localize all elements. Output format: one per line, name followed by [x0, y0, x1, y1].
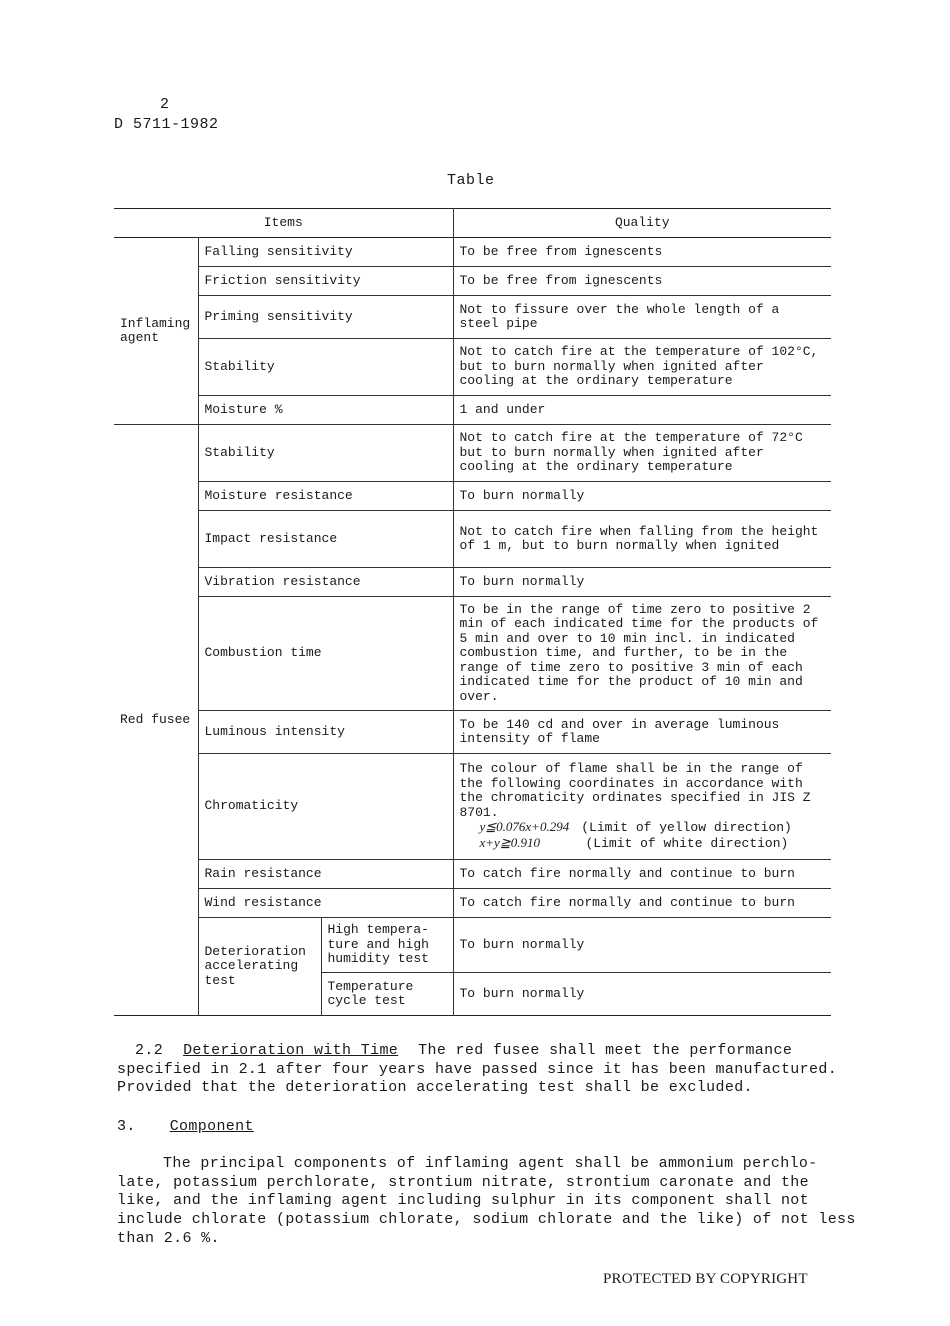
section-3-heading — [117, 1118, 857, 1137]
item-cell: Rain resistance — [198, 860, 453, 889]
table-row — [114, 918, 831, 973]
formula-yellow-limit — [460, 820, 826, 836]
quality-cell: To be in the range of time zero to positive 2 min of each indicated time for the products of 5 min and over to 10 min incl. in indicated combustion time, and further, to be in the range of time zero to positive 3 min of each indicated time for the product of 10 min and over. — [453, 597, 831, 711]
item-cell: Priming sensitivity — [198, 296, 453, 339]
quality-cell: To burn normally — [453, 973, 831, 1016]
group-inflaming-agent: Inflaming agent — [114, 238, 198, 425]
table-row — [114, 267, 831, 296]
group-red-fusee: Red fusee — [114, 425, 198, 1016]
quality-cell: Not to fissure over the whole length of a steel pipe — [453, 296, 831, 339]
item-cell: Chromaticity — [198, 754, 453, 860]
header-quality: Quality — [453, 209, 831, 238]
item-cell: Moisture % — [198, 396, 453, 425]
quality-cell: To be free from ignescents — [453, 267, 831, 296]
copyright-notice: PROTECTED BY COPYRIGHT — [603, 1271, 808, 1287]
formula-white: x+y≧0.910 — [479, 834, 540, 850]
table-row — [114, 238, 831, 267]
quality-cell: To burn normally — [453, 482, 831, 511]
formula-white-limit — [460, 836, 826, 852]
table-row — [114, 511, 831, 568]
table-row — [114, 396, 831, 425]
section-3-paragraph — [117, 1155, 857, 1249]
quality-cell: 1 and under — [453, 396, 831, 425]
page-number: 2 — [160, 96, 170, 113]
table-row — [114, 425, 831, 482]
sub-item-cell: High tempera- ture and high humidity test — [321, 918, 453, 973]
table-row — [114, 597, 831, 711]
quality-cell: To be free from ignescents — [453, 238, 831, 267]
header-items: Items — [114, 209, 453, 238]
table-row — [114, 889, 831, 918]
document-id: D 5711-1982 — [114, 116, 219, 133]
quality-cell: Not to catch fire at the temperature of 72°C but to burn normally when ignited after cooling at the ordinary temperature — [453, 425, 831, 482]
table-row — [114, 860, 831, 889]
section-3-title: Component — [169, 1118, 254, 1135]
item-cell: Wind resistance — [198, 889, 453, 918]
quality-table — [114, 208, 831, 1016]
quality-cell: To catch fire normally and continue to burn — [453, 889, 831, 918]
quality-cell: Not to catch fire when falling from the height of 1 m, but to burn normally when ignited — [453, 511, 831, 568]
table-header-row — [114, 209, 831, 238]
item-cell-deterioration: Deterioration accelerating test — [198, 918, 321, 1016]
item-cell: Friction sensitivity — [198, 267, 453, 296]
formula-white-note: (Limit of white direction) — [585, 835, 789, 851]
quality-cell-chromaticity — [453, 754, 831, 860]
section-2-2-number: 2.2 — [135, 1042, 164, 1059]
table-row — [114, 339, 831, 396]
item-cell: Moisture resistance — [198, 482, 453, 511]
item-cell: Stability — [198, 425, 453, 482]
section-2-2-paragraph — [117, 1042, 857, 1098]
formula-yellow-note: (Limit of yellow direction) — [581, 820, 792, 835]
table-row — [114, 296, 831, 339]
table-row — [114, 754, 831, 860]
table-row — [114, 482, 831, 511]
item-cell: Stability — [198, 339, 453, 396]
quality-cell: Not to catch fire at the temperature of 102°C, but to burn normally when ignited after cooling at the ordinary temperature — [453, 339, 831, 396]
item-cell: Luminous intensity — [198, 711, 453, 754]
quality-table-container — [114, 208, 831, 1016]
quality-cell: To catch fire normally and continue to burn — [453, 860, 831, 889]
table-row — [114, 711, 831, 754]
section-3-number: 3. — [117, 1118, 136, 1135]
item-cell: Combustion time — [198, 597, 453, 711]
quality-cell: To burn normally — [453, 568, 831, 597]
item-cell: Vibration resistance — [198, 568, 453, 597]
section-2-2-title: Deterioration with Time — [183, 1042, 399, 1059]
item-cell: Impact resistance — [198, 511, 453, 568]
section-2-2-text: The red fusee shall meet the performance specified in 2.1 after four years have passed since it has been manufactured. Provided that the deterioration accelerating test shall be excluded. — [117, 1042, 838, 1097]
table-caption: Table — [447, 172, 495, 189]
sub-item-cell: Temperature cycle test — [321, 973, 453, 1016]
section-3-text: The principal components of inflaming agent shall be ammonium perchlo- late, potassium perchlorate, strontium nitrate, strontium caronate and the like, and the inflaming agent including sulphur in its component shall not include chlorate (potassium chlorate, sodium chlorate and the like) of not less than 2.6 %. — [117, 1155, 856, 1247]
chromaticity-text: The colour of flame shall be in the range of the following coordinates in accordance with the chromaticity ordinates specified in JIS Z 8701. — [459, 761, 811, 820]
quality-cell: To be 140 cd and over in average luminous intensity of flame — [453, 711, 831, 754]
formula-yellow: y≦0.076x+0.294 — [479, 819, 570, 834]
quality-cell: To burn normally — [453, 918, 831, 973]
table-row — [114, 568, 831, 597]
item-cell: Falling sensitivity — [198, 238, 453, 267]
